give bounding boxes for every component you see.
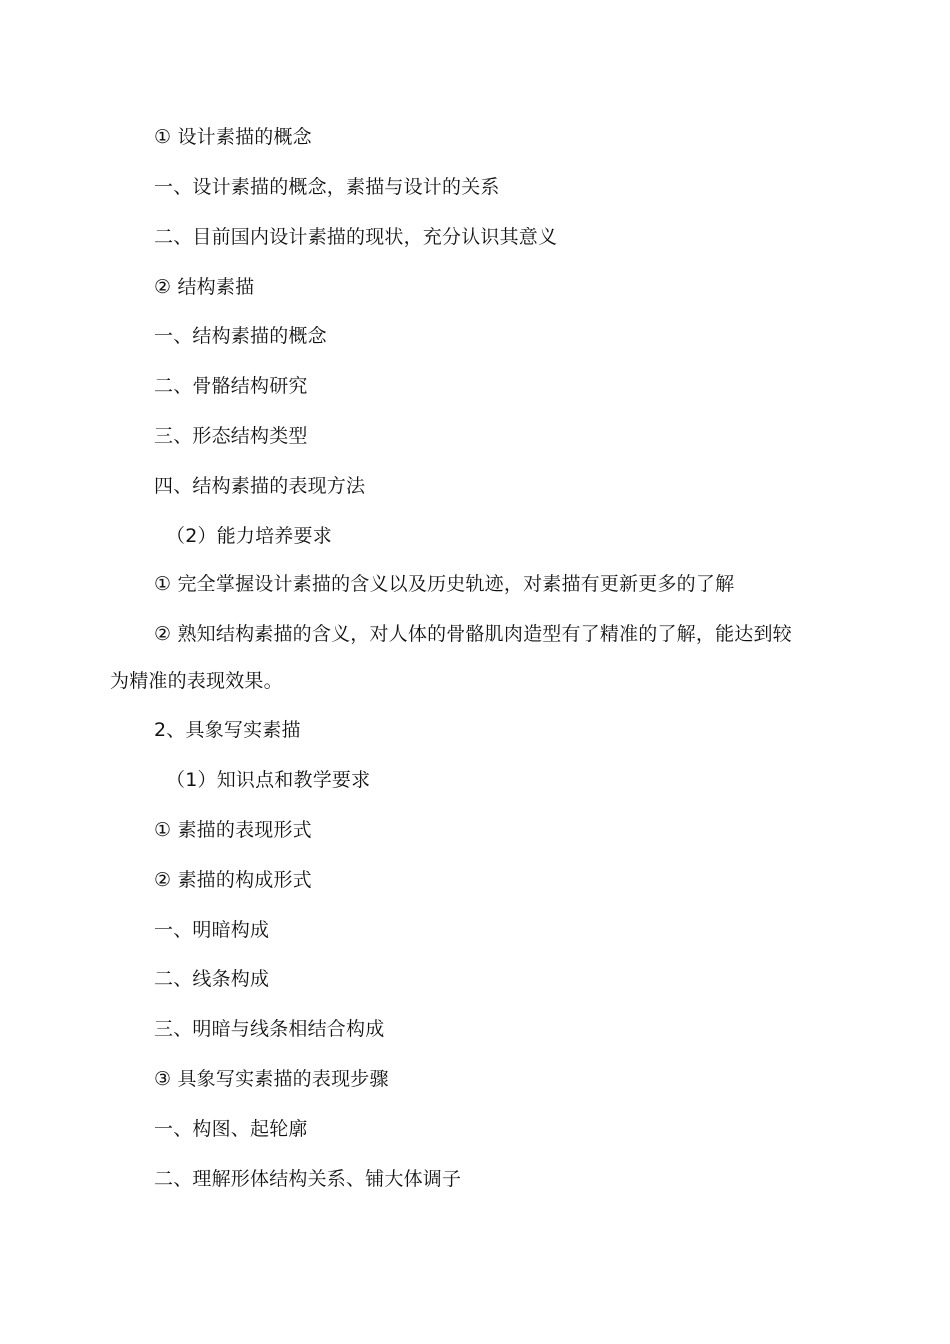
- text-line: 二、理解形体结构关系、铺大体调子: [154, 1168, 462, 1190]
- text-line: 三、形态结构类型: [154, 425, 308, 447]
- text-line: 一、明暗构成: [154, 919, 270, 941]
- text-line: ② 熟知结构素描的含义，对人体的骨骼肌肉造型有了精准的了解，能达到较: [154, 623, 792, 645]
- text-line: 三、明暗与线条相结合构成: [154, 1018, 385, 1040]
- text-line: 二、目前国内设计素描的现状，充分认识其意义: [154, 226, 558, 248]
- text-line: 二、线条构成: [154, 968, 270, 990]
- text-line: 二、骨骼结构研究: [154, 375, 308, 397]
- text-line: 一、设计素描的概念，素描与设计的关系: [154, 176, 500, 198]
- heading-structure: ② 结构素描: [154, 276, 255, 298]
- text-line: 四、结构素描的表现方法: [154, 475, 366, 497]
- text-line: ② 素描的构成形式: [154, 869, 312, 891]
- section-realistic: 2、具象写实素描: [154, 719, 301, 741]
- text-line: 一、结构素描的概念: [154, 325, 327, 347]
- heading-concept: ① 设计素描的概念: [154, 126, 312, 148]
- text-line: ③ 具象写实素描的表现步骤: [154, 1068, 389, 1090]
- text-line: ① 素描的表现形式: [154, 819, 312, 841]
- section-ability: （2）能力培养要求: [166, 525, 332, 547]
- text-line-continued: 为精准的表现效果。: [110, 670, 283, 692]
- text-line: ① 完全掌握设计素描的含义以及历史轨迹，对素描有更新更多的了解: [154, 573, 735, 595]
- section-knowledge: （1）知识点和教学要求: [166, 769, 371, 791]
- text-line: 一、构图、起轮廓: [154, 1118, 308, 1140]
